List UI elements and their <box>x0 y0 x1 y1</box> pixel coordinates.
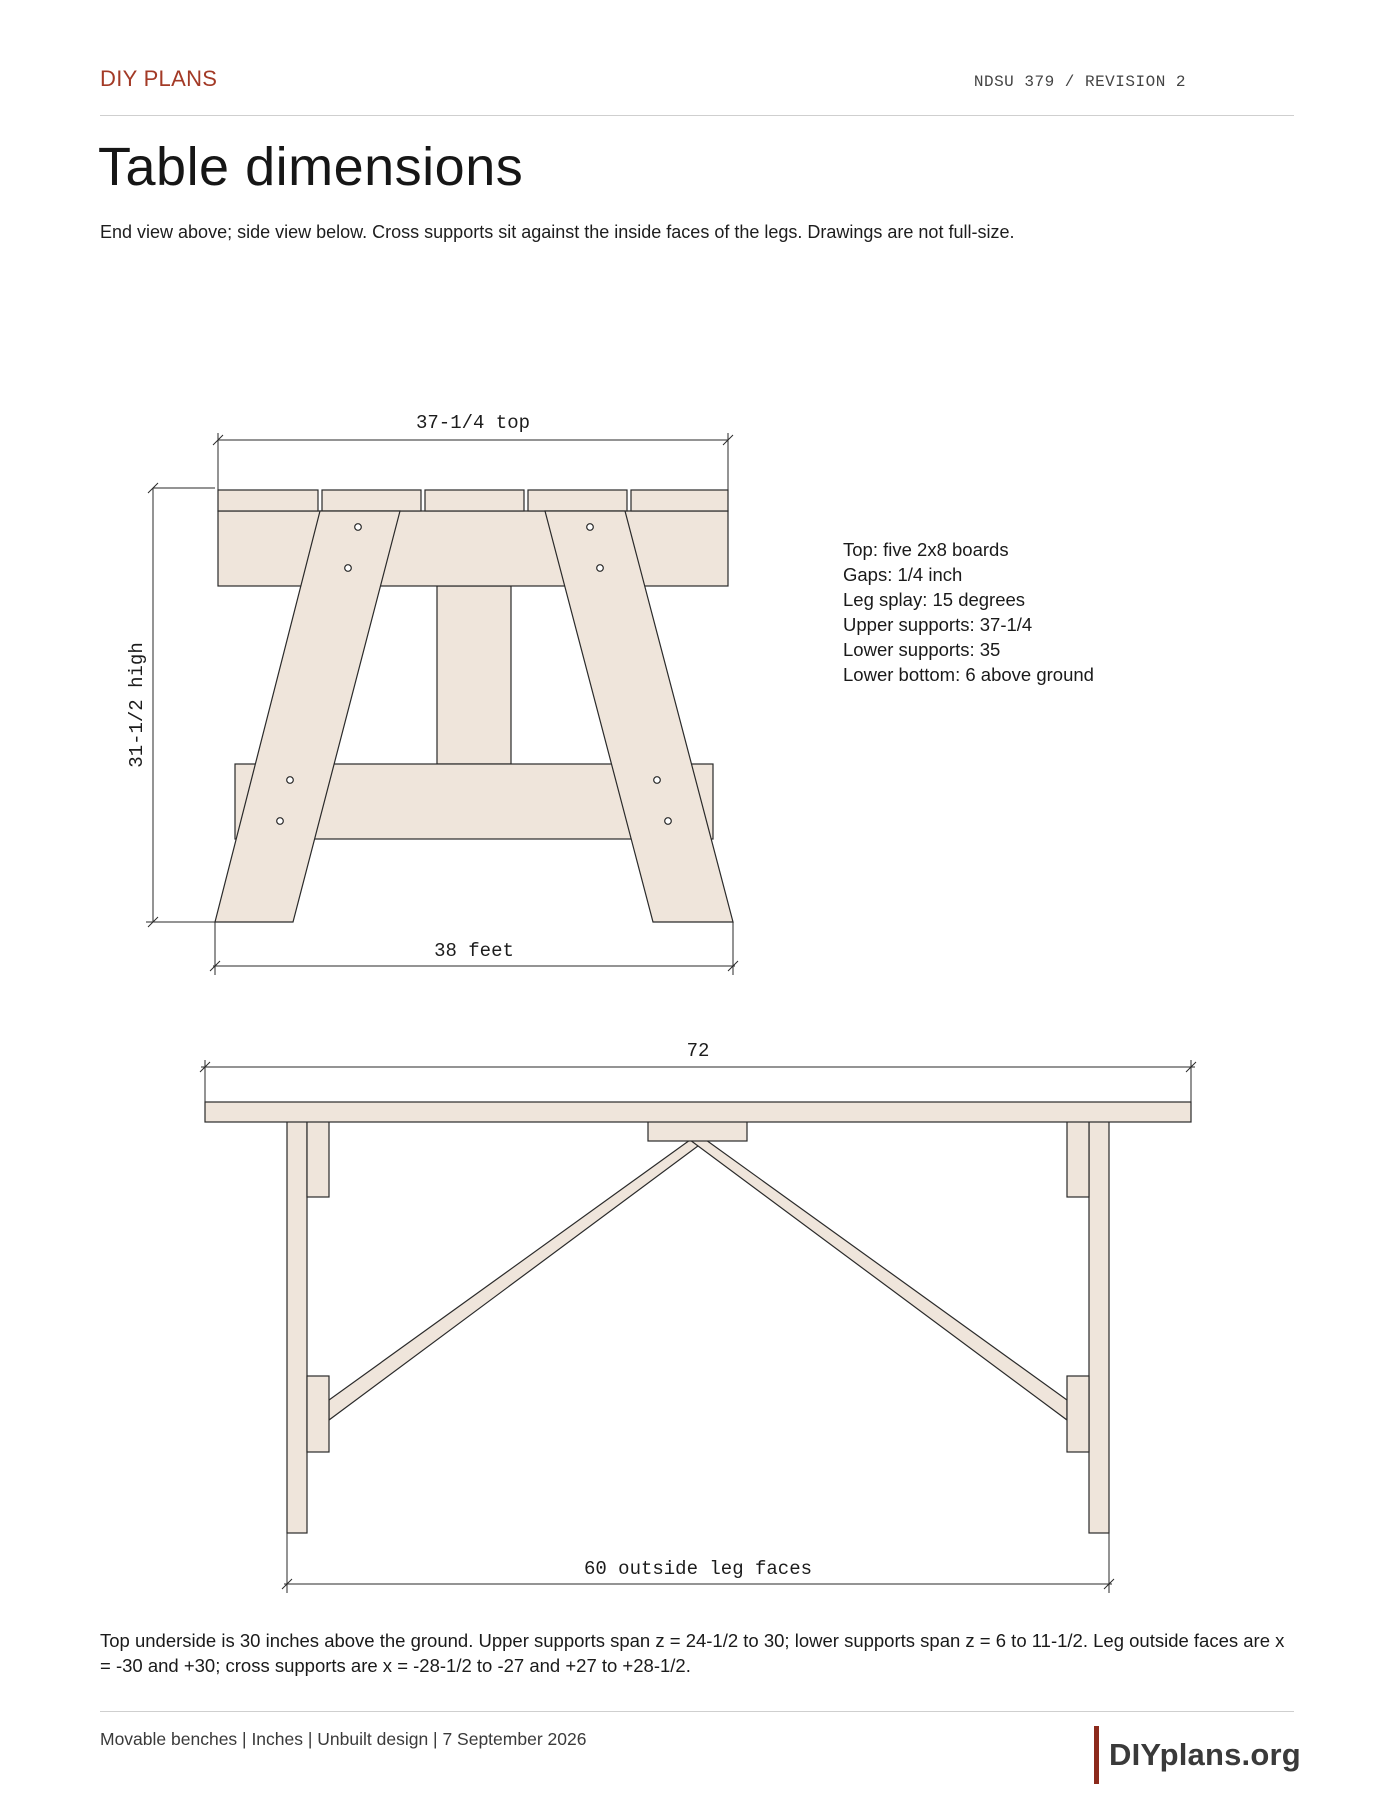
left-lower-support <box>307 1376 329 1452</box>
dim-height-label: 31-1/2 high <box>126 642 148 768</box>
upper-support <box>218 511 728 586</box>
right-lower-support <box>1067 1376 1089 1452</box>
left-brace <box>329 1140 706 1420</box>
brand-label: DIY PLANS <box>100 66 218 91</box>
spec-item: Upper supports: 37-1/4 <box>843 614 1033 635</box>
dim-feet-label: 38 feet <box>434 940 514 962</box>
top-boards <box>218 490 728 511</box>
spec-item: Gaps: 1/4 inch <box>843 564 963 585</box>
intro-text: End view above; side view below. Cross supports sit against the inside faces of the legs. Drawings are not full-size. <box>100 222 1015 242</box>
footer-divider <box>100 1711 1294 1712</box>
side-view-drawing <box>205 1102 1191 1533</box>
dim-top-label: 37-1/4 top <box>415 412 531 434</box>
page-title: Table dimensions <box>98 137 524 197</box>
caption-text: Top underside is 30 inches above the ground. Upper supports span z = 24-1/2 to 30; lower supports span z = 6 to 11-1/2. Leg outside faces are x = -30 and +30; cross supports are x = -28-1/2 to -27 and +27 to +28-1/2. <box>100 1630 1285 1676</box>
spec-item: Lower bottom: 6 above ground <box>843 664 1094 685</box>
tabletop-side <box>205 1102 1191 1122</box>
logo-text: DIYplans.org <box>1109 1737 1301 1772</box>
site-logo[interactable] <box>1094 1726 1301 1784</box>
center-post <box>437 586 511 764</box>
right-upper-support <box>1067 1121 1089 1197</box>
left-leg-side <box>287 1121 307 1533</box>
end-view-drawing <box>215 490 733 922</box>
footer-text: Movable benches | Inches | Unbuilt design | 7 September 2026 <box>100 1729 587 1749</box>
spec-item: Top: five 2x8 boards <box>843 539 1009 560</box>
right-brace <box>690 1140 1067 1420</box>
logo-bar <box>1094 1726 1099 1784</box>
dim-legs-label: 60 outside leg faces <box>583 1558 813 1580</box>
spec-item: Leg splay: 15 degrees <box>843 589 1026 610</box>
spec-list <box>843 537 1094 687</box>
left-upper-support <box>307 1121 329 1197</box>
right-leg-side <box>1089 1121 1109 1533</box>
document-id: NDSU 379 / REVISION 2 <box>973 73 1186 91</box>
dim-length-label: 72 <box>686 1040 710 1062</box>
spec-item: Lower supports: 35 <box>843 639 1001 660</box>
center-block <box>648 1121 747 1141</box>
